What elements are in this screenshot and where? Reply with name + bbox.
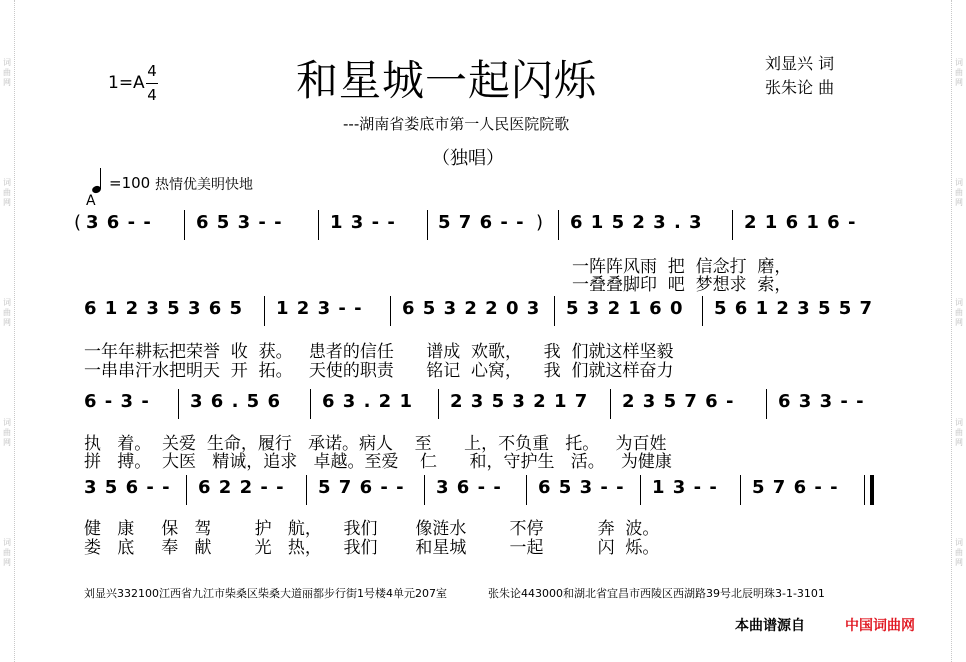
- watermark-char: 曲: [3, 68, 11, 77]
- watermark-right: [953, 418, 965, 448]
- measure: 6 5 3 - -: [538, 477, 625, 498]
- measure: 2 3 5 7 6 -: [622, 391, 735, 412]
- bar-line: [310, 389, 311, 419]
- measure: 6 5 3 2 2 0 3: [402, 298, 541, 319]
- measure: 5 7 6 - -: [438, 212, 525, 233]
- tempo-marking: =100: [109, 174, 151, 192]
- measure: 6 1 5 2 3 . 3: [570, 212, 703, 233]
- bar-line: [610, 389, 611, 419]
- watermark-char: 网: [3, 198, 11, 207]
- final-bar-thick: [870, 475, 874, 505]
- composer-address: 张朱论443000和湖北省宜昌市西陵区西湖路39号北辰明珠3-1-3101: [488, 587, 825, 600]
- measure: 1 2 3 - -: [276, 298, 363, 319]
- watermark-char: 网: [955, 558, 963, 567]
- measure: 3 5 6 - -: [84, 477, 171, 498]
- measure: 6 5 3 - -: [196, 212, 283, 233]
- watermark-char: 网: [3, 78, 11, 87]
- bar-line: [554, 296, 555, 326]
- lyricist-credit: 刘显兴 词: [765, 54, 835, 73]
- measure: 3 6 - -: [436, 477, 502, 498]
- lyric-line: 执 着。 关爱 生命，履行 承诺。病人 至 上，不负重 托。 为百姓: [84, 434, 667, 454]
- bar-line: [438, 389, 439, 419]
- bar-line: [306, 475, 307, 505]
- watermark-char: 词: [955, 178, 963, 187]
- watermark-right: [953, 538, 965, 568]
- bar-line: [732, 210, 733, 240]
- bar-line: [264, 296, 265, 326]
- expression-marking: 热情优美明快地: [155, 177, 253, 193]
- time-signature-line: [146, 83, 158, 84]
- score-row-3: [80, 389, 880, 419]
- bar-line: [558, 210, 559, 240]
- watermark-right: [953, 178, 965, 208]
- rehearsal-mark: A: [86, 193, 96, 209]
- lyric-line: 健 康 保 驾 护 航， 我们 像涟水 不停 奔 波。: [84, 519, 660, 539]
- bar-line: [318, 210, 319, 240]
- time-signature-top: 4: [147, 62, 157, 80]
- source-site-link[interactable]: 中国词曲网: [845, 618, 915, 634]
- watermark-char: 网: [955, 198, 963, 207]
- open-parenthesis: (: [74, 212, 82, 233]
- measure: 6 3 . 2 1: [322, 391, 414, 412]
- watermark-left: [1, 178, 13, 208]
- lyric-line: 一叠叠脚印 吧 梦想求 索，: [572, 275, 792, 295]
- time-signature-bottom: 4: [147, 86, 157, 104]
- bar-line: [186, 475, 187, 505]
- watermark-char: 词: [3, 178, 11, 187]
- watermark-char: 网: [3, 318, 11, 327]
- watermark-char: 曲: [3, 188, 11, 197]
- watermark-left: [1, 538, 13, 568]
- watermark-right: [953, 58, 965, 88]
- song-subtitle: ---湖南省娄底市第一人民医院院歌: [343, 115, 570, 133]
- bar-line: [640, 475, 641, 505]
- measure: 1 3 - -: [330, 212, 396, 233]
- key-signature: 1=A: [108, 73, 145, 93]
- lyric-line: 一年年耕耘把荣誉 收 获。 患者的信任 谱成 欢歌， 我 们就这样坚毅: [84, 342, 674, 362]
- bar-line: [740, 475, 741, 505]
- watermark-char: 曲: [955, 548, 963, 557]
- bar-line: [526, 475, 527, 505]
- measure: 1 3 - -: [652, 477, 718, 498]
- watermark-left: [1, 298, 13, 328]
- composer-credit: 张朱论 曲: [765, 78, 835, 97]
- lyric-line: 一串串汗水把明天 开 拓。 天使的职责 铭记 心窝， 我 们就这样奋力: [84, 361, 674, 381]
- lyric-line: 一阵阵风雨 把 信念打 磨，: [572, 257, 792, 277]
- source-label: 本曲谱源自: [735, 618, 805, 634]
- watermark-char: 曲: [3, 308, 11, 317]
- watermark-char: 曲: [955, 428, 963, 437]
- bar-line: [427, 210, 428, 240]
- performance-form: （独唱）: [432, 148, 504, 169]
- watermark-right: [953, 298, 965, 328]
- lyricist-address: 刘显兴332100江西省九江市柴桑区柴桑大道丽都步行街1号楼4单元207室: [84, 587, 447, 600]
- bar-line: [766, 389, 767, 419]
- score-row-4: [80, 475, 880, 505]
- bar-line: [390, 296, 391, 326]
- watermark-char: 词: [3, 418, 11, 427]
- lyric-line: 拼 搏。 大医 精诚，追求 卓越。至爱 仁 和，守护生 活。 为健康: [84, 452, 672, 472]
- song-title: 和星城一起闪烁: [296, 56, 598, 105]
- watermark-char: 词: [3, 298, 11, 307]
- watermark-char: 词: [955, 298, 963, 307]
- watermark-char: 网: [955, 438, 963, 447]
- lyric-line: 娄 底 奉 献 光 热， 我们 和星城 一起 闪 烁。: [84, 538, 660, 558]
- watermark-char: 词: [3, 538, 11, 547]
- watermark-char: 词: [955, 418, 963, 427]
- score-row-1: [74, 210, 880, 240]
- measure: 6 2 2 - -: [198, 477, 285, 498]
- watermark-left: [1, 418, 13, 448]
- measure: 2 3 5 3 2 1 7: [450, 391, 589, 412]
- measure: 2 1 6 1 6 -: [744, 212, 857, 233]
- measure: 3 6 . 5 6: [190, 391, 282, 412]
- final-bar-thin: [864, 475, 865, 505]
- measure: 6 - 3 -: [84, 391, 150, 412]
- measure: 5 7 6 - -: [318, 477, 405, 498]
- measure: 5 3 2 1 6 0: [566, 298, 684, 319]
- bar-line: [702, 296, 703, 326]
- close-parenthesis: ): [536, 212, 544, 233]
- watermark-char: 曲: [3, 548, 11, 557]
- watermark-char: 网: [955, 318, 963, 327]
- watermark-char: 曲: [3, 428, 11, 437]
- measure: 6 1 2 3 5 3 6 5: [84, 298, 244, 319]
- measure: 6 3 3 - -: [778, 391, 865, 412]
- measure: 5 6 1 2 3 5 5 7: [714, 298, 874, 319]
- measure: 5 7 6 - -: [752, 477, 839, 498]
- watermark-char: 词: [955, 538, 963, 547]
- watermark-char: 曲: [955, 68, 963, 77]
- watermark-char: 词: [3, 58, 11, 67]
- bar-line: [424, 475, 425, 505]
- watermark-char: 曲: [955, 188, 963, 197]
- watermark-char: 网: [3, 558, 11, 567]
- watermark-left: [1, 58, 13, 88]
- watermark-char: 网: [955, 78, 963, 87]
- bar-line: [184, 210, 185, 240]
- measure: 3 6 - -: [86, 212, 152, 233]
- watermark-char: 网: [3, 438, 11, 447]
- watermark-char: 曲: [955, 308, 963, 317]
- bar-line: [178, 389, 179, 419]
- watermark-char: 词: [955, 58, 963, 67]
- score-row-2: [80, 296, 880, 326]
